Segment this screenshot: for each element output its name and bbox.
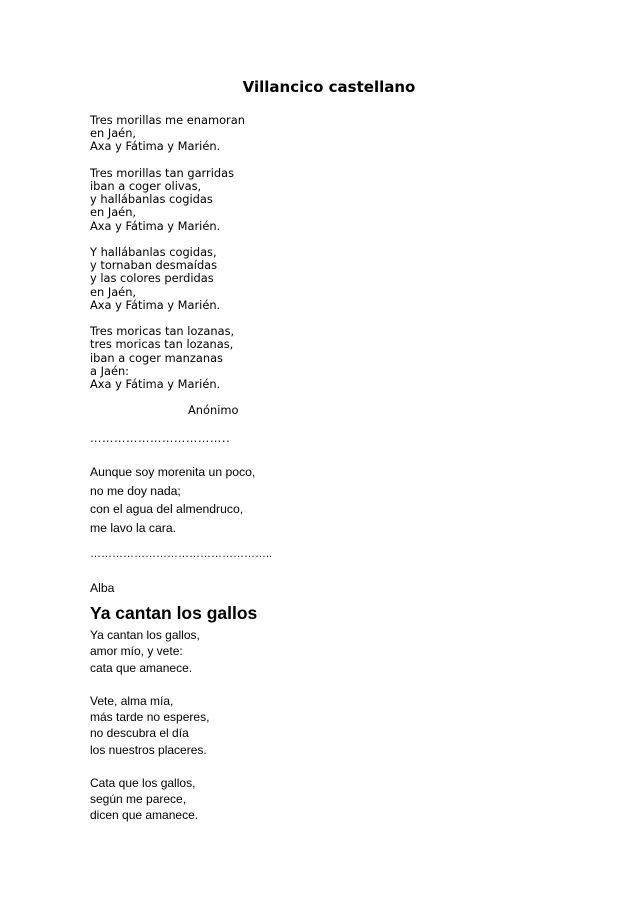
poem-line: me lavo la cara.	[90, 520, 177, 535]
poem-line: Vete, alma mía,	[90, 693, 174, 708]
poem-line: iban a coger olivas,	[90, 179, 202, 193]
poem-line: dicen que amanece.	[90, 808, 199, 823]
poem-line: Tres morillas tan garridas	[90, 165, 235, 180]
poem-heading: Ya cantan los gallos	[90, 603, 258, 623]
poem-line: Axa y Fátima y Marién.	[90, 377, 221, 392]
stanza	[90, 246, 245, 312]
poem-line: en Jaén,	[90, 205, 137, 220]
poem-line: Axa y Fátima y Marién.	[90, 218, 221, 233]
poem-morenita	[90, 463, 255, 537]
poem-line: más tarde no esperes,	[90, 710, 210, 725]
poem-gallos	[90, 627, 209, 840]
stanza	[90, 627, 209, 676]
poem-line: amor mío, y vete:	[90, 644, 183, 659]
stanza	[90, 167, 245, 233]
poem-line: no descubra el día	[90, 726, 189, 741]
poem-line: en Jaén,	[90, 284, 137, 299]
separator-dots: ……………………………..	[90, 431, 231, 445]
stanza	[90, 325, 245, 391]
poem-line: en Jaén,	[90, 126, 137, 141]
poem-line: los nuestros placeres.	[90, 742, 207, 757]
poem-line: tres moricas tan lozanas,	[90, 337, 234, 352]
poem-line: Axa y Fátima y Marién.	[90, 139, 221, 154]
poem-line: y hallábanlas cogidas	[90, 192, 213, 207]
poem-villancico	[90, 114, 245, 404]
poem-line: Ya cantan los gallos,	[90, 628, 200, 642]
poem-line: iban a coger manzanas	[90, 350, 223, 365]
poem-line: Aunque soy morenita un poco,	[90, 465, 256, 479]
poem-line: Tres morillas me enamoran	[90, 113, 245, 127]
poem-line: con el agua del almendruco,	[90, 502, 244, 517]
poem-line: Axa y Fátima y Marién.	[90, 297, 221, 312]
page-title: Villancico castellano	[242, 78, 416, 96]
poem-author: Anónimo	[188, 403, 239, 417]
stanza	[90, 693, 209, 759]
poem-line: cata que amanece.	[90, 660, 193, 675]
poem-line: Cata que los gallos,	[90, 775, 196, 790]
poem-line: Tres moricas tan lozanas,	[90, 324, 235, 339]
separator-dots: …………………………………………..	[90, 548, 273, 560]
poem-line: Y hallábanlas cogidas,	[90, 245, 217, 259]
poem-line: no me doy nada;	[90, 483, 181, 498]
poem-line: según me parece,	[90, 792, 187, 807]
poem-line: y las colores perdidas	[90, 271, 214, 286]
stanza	[90, 114, 245, 154]
poem-line: y tornaban desmaídas	[90, 258, 218, 273]
stanza	[90, 775, 209, 824]
section-label: Alba	[90, 581, 115, 595]
poem-line: a Jaén:	[90, 363, 130, 378]
